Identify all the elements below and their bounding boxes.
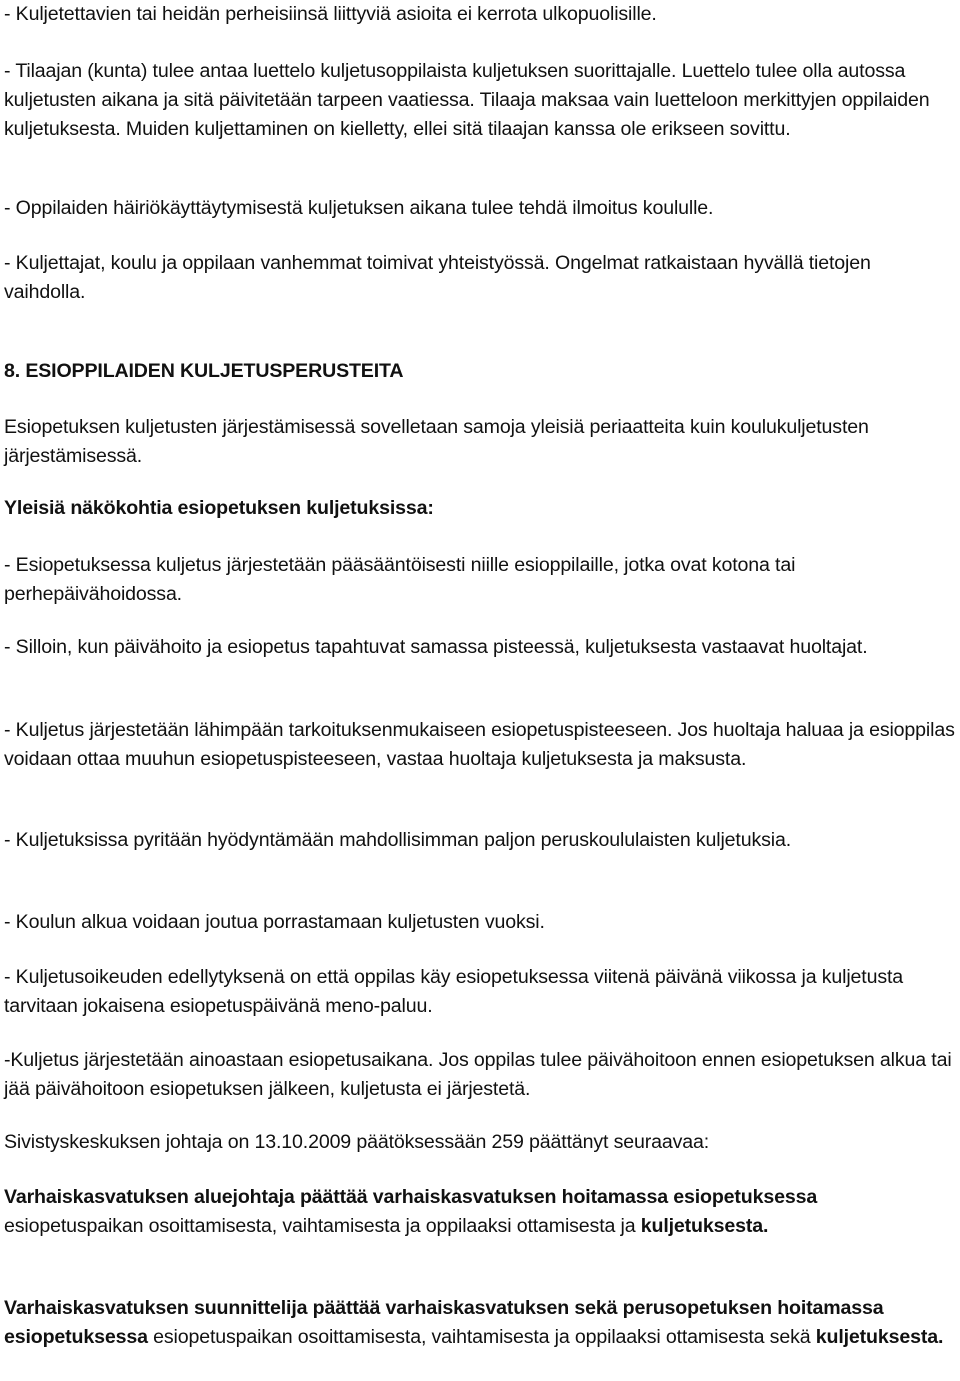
area-manager-text: esiopetuspaikan osoittamisesta, vaihtamisesta ja oppilaaksi ottamisesta ja: [4, 1215, 641, 1237]
subheading-general-aspects: Yleisiä näkökohtia esiopetuksen kuljetuksissa:: [4, 497, 434, 519]
planner-text: esiopetuspaikan osoittamisesta, vaihtamisesta ja oppilaaksi ottamisesta sekä: [147, 1326, 816, 1348]
paragraph-cooperation: - Kuljettajat, koulu ja oppilaan vanhemmat toimivat yhteistyössä. Ongelmat ratkaistaan hyvällä tietojen vaihdolla.: [4, 252, 871, 303]
planner-bold-end: kuljetuksesta.: [815, 1326, 944, 1348]
area-manager-bold-start: Varhaiskasvatuksen aluejohtaja päättää varhaiskasvatuksen hoitamassa esiopetuksessa: [4, 1186, 818, 1208]
planner-bold-start: Varhaiskasvatuksen suunnittelija päättää varhaiskasvatuksen sekä perusopetuksen hoitamassa esiopetuksessa: [4, 1297, 884, 1348]
paragraph-director-decision: Sivistyskeskuksen johtaja on 13.10.2009 päätöksessään 259 päättänyt seuraavaa:: [4, 1131, 710, 1153]
paragraph-staggered-start: - Koulun alkua voidaan joutua porrastamaan kuljetusten vuoksi.: [4, 911, 545, 933]
section-heading: 8. ESIOPPILAIDEN KULJETUSPERUSTEITA: [4, 360, 404, 382]
paragraph-nearest-point: - Kuljetus järjestetään lähimpään tarkoituksenmukaiseen esiopetuspisteeseen. Jos huoltaja haluaa ja esioppilas voidaan ottaa muuhun esiopetuspisteeseen, vastaa huoltaja kuljetuksesta ja maksusta.: [4, 719, 955, 770]
area-manager-bold-end: kuljetuksesta.: [640, 1215, 769, 1237]
paragraph-preschool-intro: Esiopetuksen kuljetusten järjestämisessä sovelletaan samoja yleisiä periaatteita kuin koulukuljetusten järjestämisessä.: [4, 416, 869, 467]
paragraph-use-school-transport: - Kuljetuksissa pyritään hyödyntämään mahdollisimman paljon peruskoululaisten kuljetuksia.: [4, 829, 791, 851]
paragraph-transport-arranged: - Esiopetuksessa kuljetus järjestetään pääsääntöisesti niille esioppilaille, jotka ovat kotona tai perhepäivähoidossa.: [4, 554, 796, 605]
paragraph-confidentiality: - Kuljetettavien tai heidän perheisiinsä liittyviä asioita ei kerrota ulkopuolisille.: [4, 3, 657, 25]
paragraph-only-preschool-time: -Kuljetus järjestetään ainoastaan esiopetusaikana. Jos oppilas tulee päivähoitoon ennen esiopetuksen alkua tai jää päivähoitoon esiopetuksen jälkeen, kuljetusta ei järjestetä.: [4, 1049, 952, 1100]
paragraph-same-location: - Silloin, kun päivähoito ja esiopetus tapahtuvat samassa pisteessä, kuljetuksesta vastaavat huoltajat.: [4, 636, 868, 658]
paragraph-disturbance-report: - Oppilaiden häiriökäyttäytymisestä kuljetuksen aikana tulee tehdä ilmoitus koululle.: [4, 197, 714, 219]
paragraph-area-manager: [4, 1183, 956, 1241]
paragraph-passenger-list: - Tilaajan (kunta) tulee antaa luettelo kuljetusoppilaista kuljetuksen suorittajalle. Luettelo tulee olla autossa kuljetusten aikana ja sitä päivitetään tarpeen vaatiessa. Tilaaja maksaa vain luetteloon merkittyjen oppilaiden kuljetuksesta. Muiden kuljettaminen on kielletty, ellei sitä tilaajan kanssa ole erikseen sovittu.: [4, 60, 930, 140]
paragraph-planner: [4, 1294, 956, 1352]
paragraph-eligibility: - Kuljetusoikeuden edellytyksenä on että oppilas käy esiopetuksessa viitenä päivänä viikossa ja kuljetusta tarvitaan jokaisena esiopetuspäivänä meno-paluu.: [4, 966, 904, 1017]
